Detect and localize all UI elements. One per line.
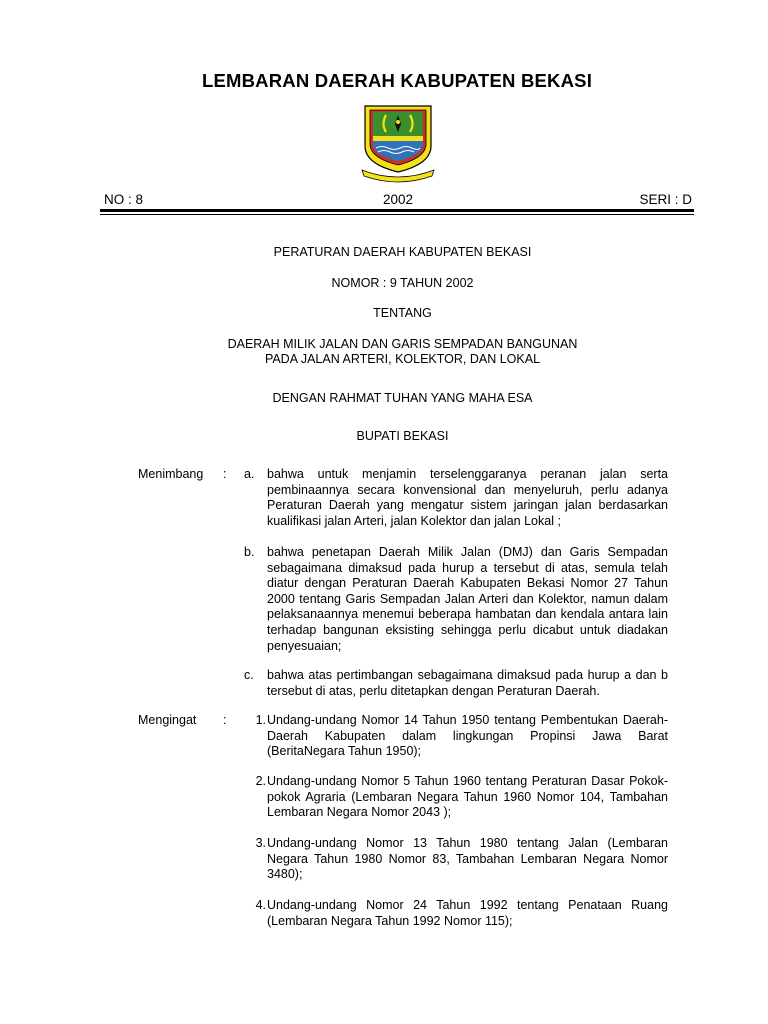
header-rule-thick — [100, 209, 694, 212]
item-text: Undang-undang Nomor 14 Tahun 1950 tentang Pembentukan Daerah-Daerah Kabupaten dalam lingkungan Propinsi Jawa Barat (BeritaNegara Tahun 1950); — [267, 713, 668, 759]
bekasi-emblem-icon — [359, 102, 437, 186]
item-marker: 1. — [255, 713, 266, 727]
regulation-about-label: TENTANG — [373, 306, 432, 320]
item-marker: a. — [244, 467, 255, 481]
regulation-blessing: DENGAN RAHMAT TUHAN YANG MAHA ESA — [272, 391, 533, 405]
header-rule-thin — [100, 214, 694, 215]
item-text: bahwa penetapan Daerah Milik Jalan (DMJ) dan Garis Sempadan sebagaimana dimaksud pada hurup a tersebut di atas, semula telah diatur dengan Peraturan Daerah Kabupaten Bekasi Nomor 27 Tahun 2000 tentang Garis Sempadan Jalan Arteri dan Kolektor, namun dalam pelaksanaannya menemui beberapa hambatan dan kendala antara lain terhadap bangunan eksisting sehingga perlu dicabut untuk diadakan penyesuaian; — [267, 545, 668, 653]
menimbang-colon: : — [223, 467, 227, 481]
item-text: bahwa atas pertimbangan sebagaimana dimaksud pada hurup a dan b tersebut di atas, perlu ditetapkan dengan Peraturan Daerah. — [267, 668, 668, 698]
item-marker: c. — [244, 668, 254, 682]
menimbang-item-c — [240, 668, 668, 699]
emblem-graphic — [359, 102, 437, 186]
item-marker: 2. — [255, 774, 266, 788]
mengingat-colon: : — [223, 713, 227, 727]
regulation-title: PERATURAN DAERAH KABUPATEN BEKASI — [273, 245, 532, 259]
gazette-number: NO : 8 — [104, 192, 144, 207]
menimbang-item-b — [240, 545, 668, 654]
regulation-subject-line-1: DAERAH MILIK JALAN DAN GARIS SEMPADAN BANGUNAN — [227, 337, 578, 351]
gazette-title: LEMBARAN DAERAH KABUPATEN BEKASI — [201, 70, 593, 91]
item-text: Undang-undang Nomor 24 Tahun 1992 tentang Penataan Ruang (Lembaran Negara Tahun 1992 Nomor 115); — [267, 898, 668, 928]
item-marker: 3. — [255, 836, 266, 850]
regulation-issuer: BUPATI BEKASI — [356, 429, 449, 443]
gazette-year: 2002 — [382, 192, 414, 207]
mengingat-item-4 — [240, 898, 668, 929]
regulation-number: NOMOR : 9 TAHUN 2002 — [331, 276, 474, 290]
item-text: Undang-undang Nomor 5 Tahun 1960 tentang Peraturan Dasar Pokok-pokok Agraria (Lembaran Negara Tahun 1960 Nomor 104, Tambahan Lembaran Negara Nomor 2043 ); — [267, 774, 668, 820]
mengingat-label: Mengingat — [138, 713, 197, 727]
menimbang-item-a — [240, 467, 668, 529]
regulation-subject-line-2: PADA JALAN ARTERI, KOLEKTOR, DAN LOKAL — [264, 352, 541, 366]
item-marker: b. — [244, 545, 255, 559]
menimbang-label: Menimbang — [138, 467, 204, 481]
gazette-meta-row — [104, 192, 692, 210]
item-text: bahwa untuk menjamin terselenggaranya peranan jalan serta pembinaannya secara konvensional dan menyeluruh, perlu adanya Peraturan Daerah yang mengatur sistem jaringan jalan berdasarkan kualifikasi jalan Arteri, jalan Kolektor dan jalan Lokal ; — [267, 467, 668, 528]
mengingat-item-3 — [240, 836, 668, 883]
item-text: Undang-undang Nomor 13 Tahun 1980 tentang Jalan (Lembaran Negara Tahun 1980 Nomor 83, Tambahan Lembaran Negara Nomor 3480); — [267, 836, 668, 882]
gazette-series: SERI : D — [639, 192, 692, 207]
item-marker: 4. — [255, 898, 266, 912]
mengingat-item-2 — [240, 774, 668, 821]
mengingat-item-1 — [240, 713, 668, 760]
